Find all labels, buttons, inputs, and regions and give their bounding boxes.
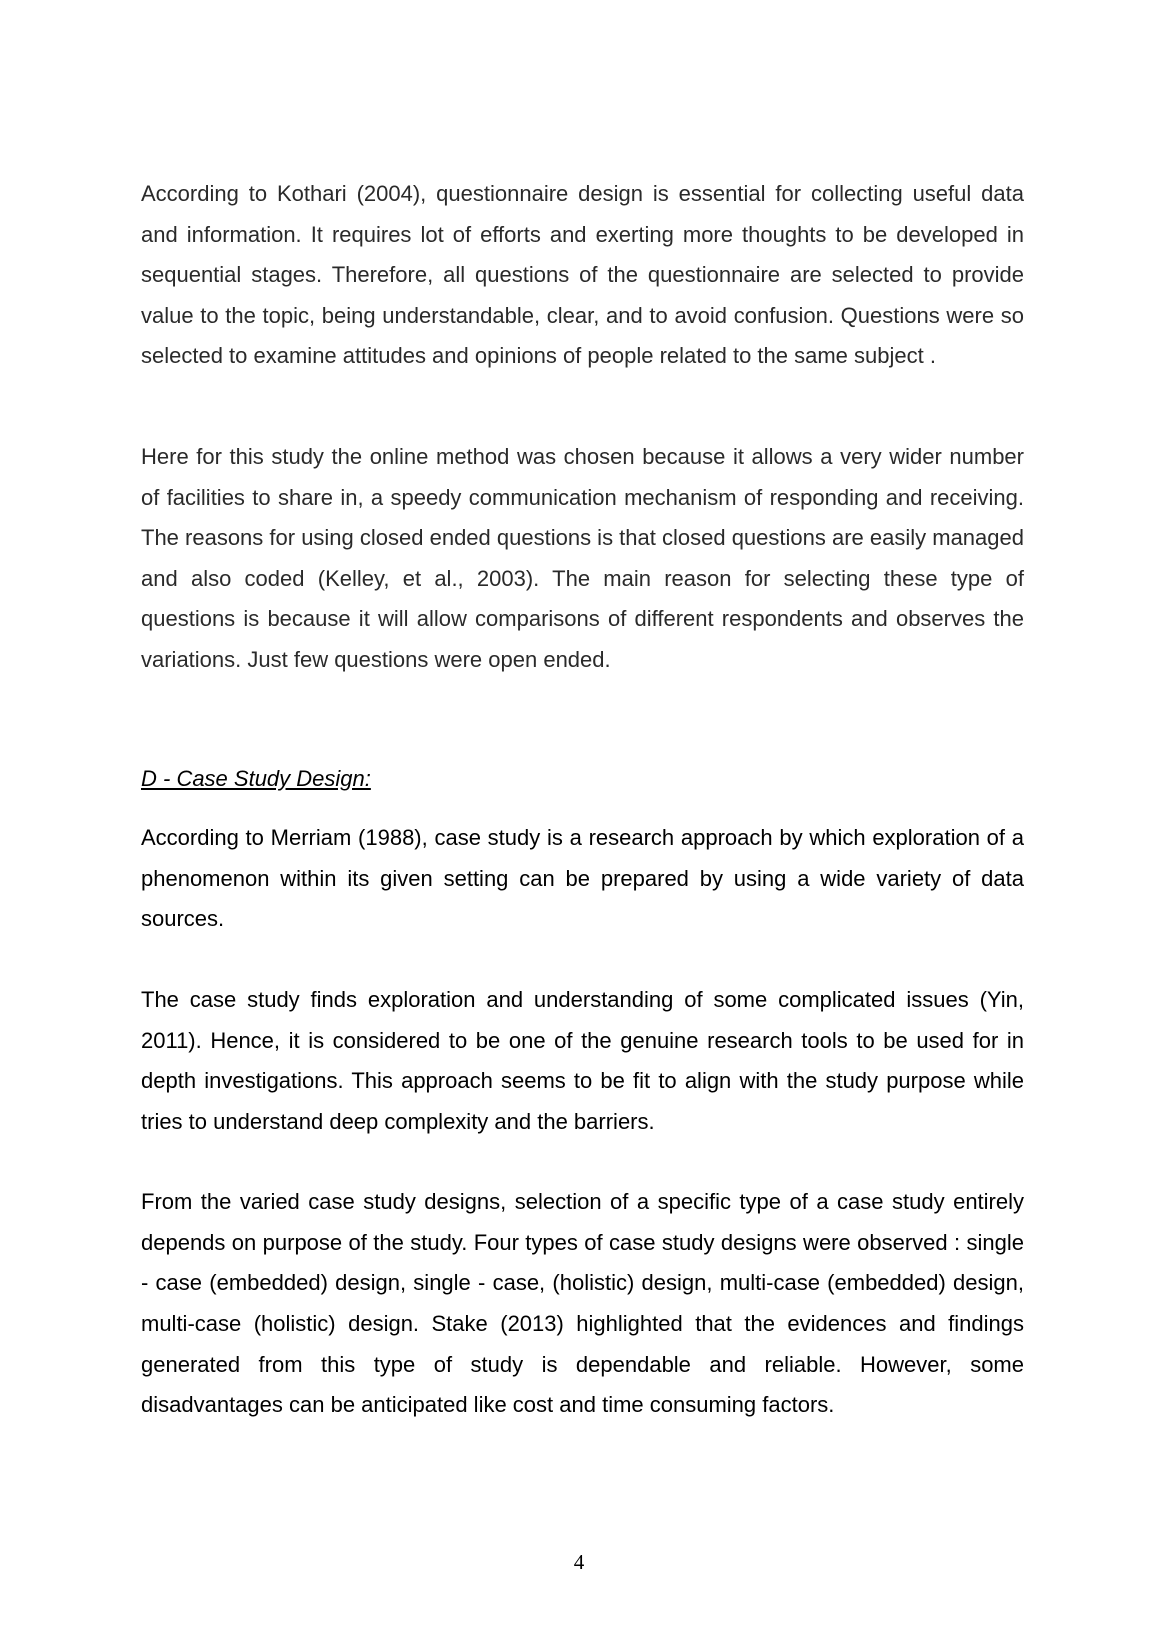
paragraph-merriam-definition: According to Merriam (1988), case study is a research approach by which exploration of a phenomenon within its given setting can be prepared by using a wide variety of data sources. bbox=[141, 825, 1024, 932]
paragraph-case-study-exploration: The case study finds exploration and understanding of some complicated issues (Yin, 2011). Hence, it is considered to be one of the genuine research tools to be used for in depth investigations. This approach seems to be fit to align with the study purpose while tries to understand deep complexity and the barriers. bbox=[141, 986, 1024, 1134]
paragraph-case-study-types: From the varied case study designs, selection of a specific type of a case study entirely depends on purpose of the study. Four types of case study designs were observed : single - case (embedded) design, single - case, (holistic) design, multi-case (embedded) design, multi-case (holistic) design. Stake (2013) highlighted that the evidences and findings generated from this type of study is dependable and reliable. However, some disadvantages can be anticipated like cost and time consuming factors. bbox=[141, 1189, 1024, 1418]
page-content bbox=[141, 174, 1024, 1426]
paragraph-online-method: Here for this study the online method was chosen because it allows a very wider number of facilities to share in, a speedy communication mechanism of responding and receiving. The reasons for using closed ended questions is that closed questions are easily managed and also coded (Kelley, et al., 2003). The main reason for selecting these type of questions is because it will allow comparisons of different respondents and observes the variations. Just few questions were open ended. bbox=[141, 443, 1024, 672]
section-heading-case-study-design: D - Case Study Design: bbox=[141, 765, 371, 791]
page-number: 4 bbox=[573, 1550, 585, 1574]
paragraph-questionnaire-design: According to Kothari (2004), questionnaire design is essential for collecting useful data and information. It requires lot of efforts and exerting more thoughts to be developed in sequential stages. Therefore, all questions of the questionnaire are selected to provide value to the topic, being understandable, clear, and to avoid confusion. Questions were so selected to examine attitudes and opinions of people related to the same subject . bbox=[141, 181, 1024, 369]
